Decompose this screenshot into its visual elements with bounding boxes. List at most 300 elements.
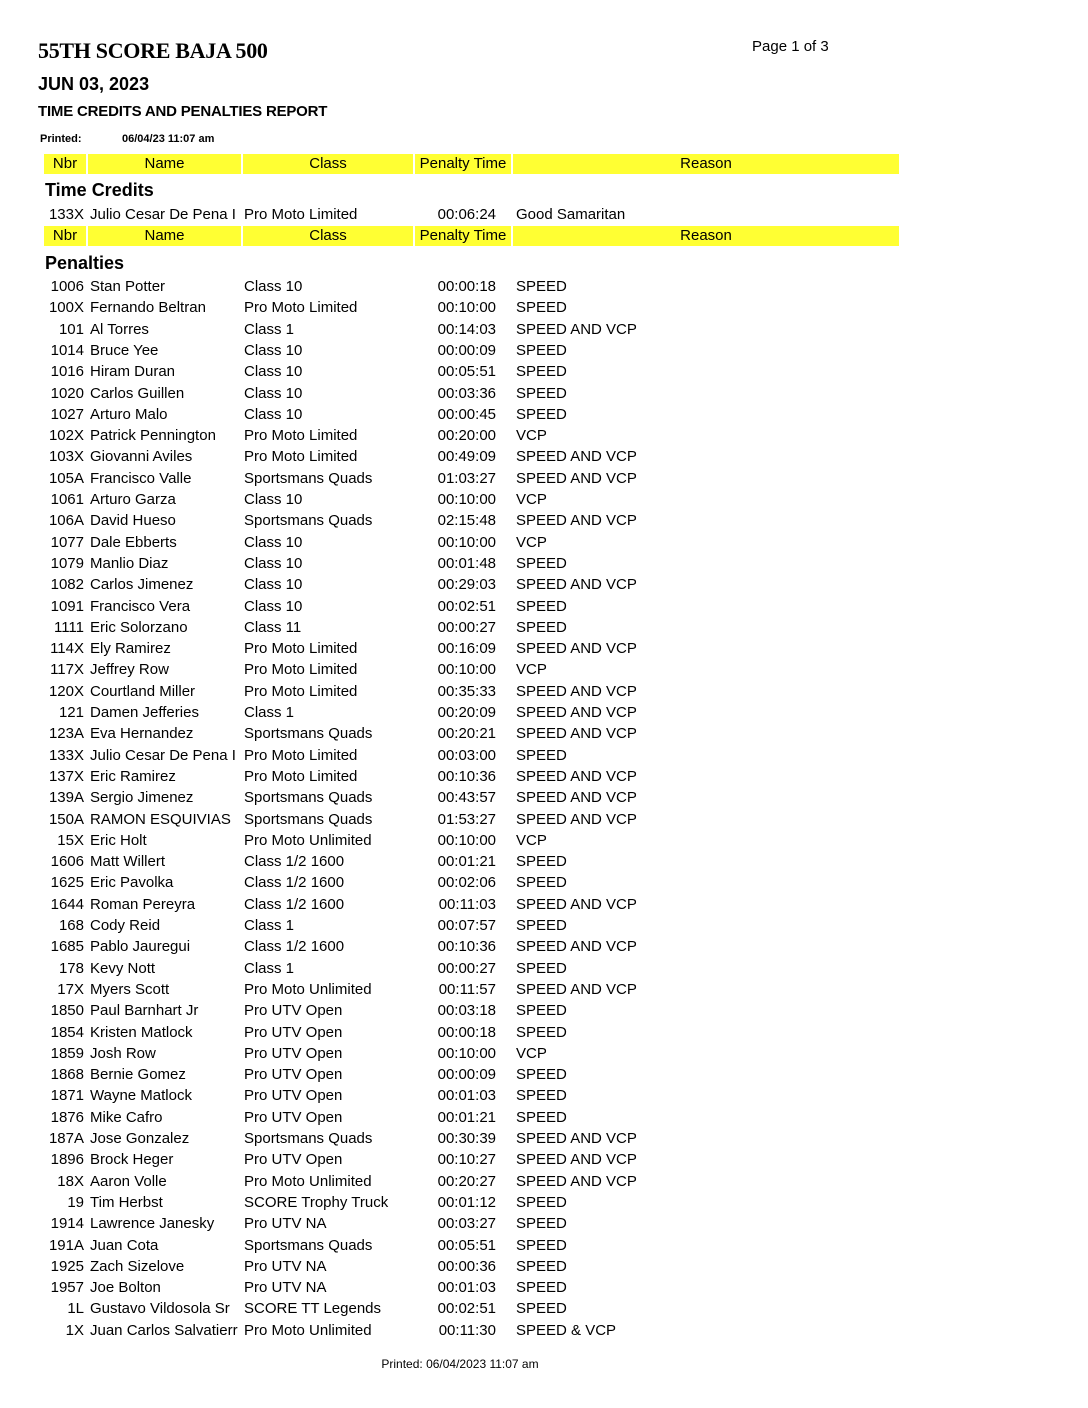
row-name: Myers Scott: [90, 981, 170, 998]
table-row: [0, 766, 1088, 787]
row-reason: SPEED: [516, 747, 567, 764]
row-class: Pro Moto Limited: [244, 683, 358, 700]
row-penalty-time: 00:10:27: [437, 1151, 496, 1168]
table-row: [0, 723, 1088, 744]
row-nbr: 1016: [50, 363, 84, 380]
row-nbr: 102X: [48, 427, 84, 444]
row-reason: SPEED: [516, 1279, 567, 1296]
column-penalty-time: Penalty Time: [415, 154, 511, 174]
column-name: Name: [88, 154, 241, 174]
row-penalty-time: 00:01:03: [437, 1279, 496, 1296]
row-penalty-time: 00:11:57: [438, 981, 496, 998]
row-nbr: 17X: [57, 981, 84, 998]
table-row: [0, 574, 1088, 595]
row-reason: SPEED AND VCP: [516, 768, 637, 785]
row-class: Pro Moto Limited: [244, 747, 358, 764]
row-class: Pro UTV Open: [244, 1002, 343, 1019]
column-class: Class: [243, 226, 413, 246]
row-name: Dale Ebberts: [90, 534, 177, 551]
row-name: Zach Sizelove: [90, 1258, 185, 1275]
table-row: [0, 1043, 1088, 1064]
row-nbr: 120X: [48, 683, 84, 700]
row-name: Francisco Vera: [90, 598, 191, 615]
table-row: [0, 489, 1088, 510]
row-name: Hiram Duran: [90, 363, 176, 380]
row-class: Class 1/2 1600: [244, 896, 345, 913]
row-nbr: 178: [58, 960, 84, 977]
table-row: [0, 1085, 1088, 1106]
row-penalty-time: 00:03:36: [437, 385, 496, 402]
row-nbr: 150A: [48, 811, 84, 828]
row-name: Carlos Jimenez: [90, 576, 194, 593]
row-name: David Hueso: [90, 512, 176, 529]
row-reason: SPEED: [516, 342, 567, 359]
row-reason: VCP: [516, 427, 547, 444]
page-footer: [0, 1357, 1088, 1371]
row-class: Pro Moto Unlimited: [244, 1173, 372, 1190]
row-name: Ely Ramirez: [90, 640, 171, 657]
row-name: Cody Reid: [90, 917, 161, 934]
table-row: [0, 872, 1088, 893]
row-class: Class 1: [244, 321, 295, 338]
column-reason: Reason: [513, 154, 899, 174]
row-class: SCORE TT Legends: [244, 1300, 382, 1317]
row-class: Pro UTV Open: [244, 1109, 343, 1126]
row-class: Pro UTV NA: [244, 1215, 327, 1232]
row-name: Eric Pavolka: [90, 874, 174, 891]
row-name: Stan Potter: [90, 278, 166, 295]
table-row: [0, 446, 1088, 467]
row-class: Pro UTV Open: [244, 1087, 343, 1104]
row-reason: SPEED: [516, 853, 567, 870]
row-reason: SPEED: [516, 385, 567, 402]
row-class: Class 1/2 1600: [244, 853, 345, 870]
row-penalty-time: 00:01:48: [437, 555, 496, 572]
row-reason: SPEED AND VCP: [516, 640, 637, 657]
row-reason: SPEED AND VCP: [516, 470, 637, 487]
row-reason: SPEED AND VCP: [516, 1130, 637, 1147]
row-penalty-time: 00:00:18: [437, 278, 496, 295]
row-reason: SPEED AND VCP: [516, 576, 637, 593]
report-title: 55TH SCORE BAJA 500: [38, 38, 268, 63]
row-name: Julio Cesar De Pena I: [90, 747, 236, 764]
table-row: [0, 425, 1088, 446]
row-nbr: 1868: [50, 1066, 84, 1083]
row-nbr: 1685: [50, 938, 84, 955]
row-name: Fernando Beltran: [90, 299, 206, 316]
row-reason: VCP: [516, 661, 547, 678]
row-penalty-time: 00:20:09: [437, 704, 496, 721]
footer-printed: Printed: 06/04/2023 11:07 am: [381, 1357, 539, 1371]
row-class: Pro UTV Open: [244, 1151, 343, 1168]
row-nbr: 1020: [50, 385, 84, 402]
row-name: Bruce Yee: [90, 342, 159, 359]
row-reason: SPEED: [516, 406, 567, 423]
table-row: [0, 596, 1088, 617]
row-penalty-time: 00:00:45: [437, 406, 496, 423]
row-penalty-time: 00:11:03: [438, 896, 496, 913]
table-row: [0, 1277, 1088, 1298]
row-reason: SPEED: [516, 1258, 567, 1275]
row-class: Pro UTV Open: [244, 1045, 343, 1062]
row-class: Sportsmans Quads: [244, 811, 373, 828]
row-nbr: 15X: [57, 832, 84, 849]
row-reason: SPEED & VCP: [516, 1322, 617, 1339]
table-row: [0, 532, 1088, 553]
row-reason: SPEED: [516, 278, 567, 295]
table-row: [0, 659, 1088, 680]
row-penalty-time: 00:00:09: [437, 342, 496, 359]
table-row: [0, 1171, 1088, 1192]
row-class: Sportsmans Quads: [244, 470, 373, 487]
row-penalty-time: 02:15:48: [437, 512, 496, 529]
table-row: [0, 276, 1088, 297]
row-reason: SPEED: [516, 960, 567, 977]
row-nbr: 117X: [50, 661, 84, 678]
row-nbr: 1876: [50, 1109, 84, 1126]
table-row: [0, 702, 1088, 723]
column-penalty-time: Penalty Time: [415, 226, 511, 246]
row-class: Pro Moto Limited: [244, 768, 358, 785]
row-class: Class 1/2 1600: [244, 938, 345, 955]
table-row: [0, 297, 1088, 318]
row-nbr: 1925: [50, 1258, 84, 1275]
row-class: Class 10: [244, 363, 303, 380]
row-nbr: 1854: [50, 1024, 84, 1041]
row-nbr: 1914: [50, 1215, 84, 1232]
row-penalty-time: 00:05:51: [437, 363, 496, 380]
row-penalty-time: 00:10:36: [437, 938, 496, 955]
row-penalty-time: 00:30:39: [437, 1130, 496, 1147]
table-row: [0, 340, 1088, 361]
row-nbr: 1027: [50, 406, 84, 423]
row-name: Patrick Pennington: [90, 427, 216, 444]
row-penalty-time: 00:01:12: [437, 1194, 496, 1211]
report-date: JUN 03, 2023: [38, 74, 150, 94]
table-row: [0, 1320, 1088, 1341]
row-class: Pro UTV NA: [244, 1279, 327, 1296]
printed-value: 06/04/23 11:07 am: [122, 133, 215, 145]
table-row: [0, 361, 1088, 382]
row-penalty-time: 00:35:33: [437, 683, 496, 700]
row-penalty-time: 00:10:00: [437, 299, 496, 316]
row-penalty-time: 01:03:27: [437, 470, 496, 487]
row-class: Class 10: [244, 598, 303, 615]
row-name: Tim Herbst: [90, 1194, 163, 1211]
row-reason: SPEED AND VCP: [516, 704, 637, 721]
row-nbr: 1061: [50, 491, 84, 508]
row-class: Pro Moto Limited: [244, 661, 358, 678]
row-class: Class 10: [244, 491, 303, 508]
row-class: Sportsmans Quads: [244, 1130, 373, 1147]
row-reason: VCP: [516, 1045, 547, 1062]
row-class: Class 10: [244, 278, 303, 295]
row-nbr: 1077: [50, 534, 84, 551]
column-nbr: Nbr: [44, 226, 86, 246]
row-nbr: 133X: [48, 747, 84, 764]
row-name: Eric Holt: [90, 832, 147, 849]
row-name: Pablo Jauregui: [90, 938, 191, 955]
row-nbr: 1014: [50, 342, 84, 359]
row-reason: SPEED AND VCP: [516, 512, 637, 529]
row-nbr: 1X: [65, 1322, 84, 1339]
row-class: Class 10: [244, 406, 303, 423]
row-nbr: 1L: [67, 1300, 84, 1317]
table-row: [0, 1022, 1088, 1043]
row-name: Manlio Diaz: [90, 555, 169, 572]
row-name: Arturo Malo: [90, 406, 168, 423]
row-class: Pro UTV Open: [244, 1066, 343, 1083]
row-name: Roman Pereyra: [90, 896, 196, 913]
row-penalty-time: 00:10:00: [437, 832, 496, 849]
row-nbr: 1957: [50, 1279, 84, 1296]
row-penalty-time: 00:03:18: [437, 1002, 496, 1019]
row-reason: SPEED: [516, 1109, 567, 1126]
row-class: Class 10: [244, 534, 303, 551]
report-subtitle: TIME CREDITS AND PENALTIES REPORT: [38, 103, 328, 120]
row-nbr: 168: [58, 917, 84, 934]
row-reason: SPEED: [516, 1024, 567, 1041]
row-reason: SPEED AND VCP: [516, 1151, 637, 1168]
table-row: [0, 1064, 1088, 1085]
row-reason: SPEED: [516, 1215, 567, 1232]
row-name: Lawrence Janesky: [90, 1215, 215, 1232]
row-name: Giovanni Aviles: [90, 448, 193, 465]
printed-label: Printed:: [40, 133, 82, 145]
row-name: Paul Barnhart Jr: [90, 1002, 199, 1019]
row-nbr: 101: [58, 321, 84, 338]
row-penalty-time: 00:43:57: [437, 789, 496, 806]
row-reason: SPEED AND VCP: [516, 811, 637, 828]
row-nbr: 1850: [50, 1002, 84, 1019]
row-class: Pro Moto Limited: [244, 640, 358, 657]
row-reason: Good Samaritan: [516, 206, 626, 223]
row-class: Pro Moto Limited: [244, 299, 358, 316]
row-name: Julio Cesar De Pena I: [90, 206, 236, 223]
table-row: [0, 958, 1088, 979]
row-nbr: 18X: [57, 1173, 84, 1190]
row-nbr: 133X: [48, 206, 84, 223]
row-nbr: 1625: [50, 874, 84, 891]
row-name: Eva Hernandez: [90, 725, 194, 742]
table-row: [0, 1107, 1088, 1128]
row-penalty-time: 00:02:51: [437, 1300, 496, 1317]
table-row: [0, 809, 1088, 830]
row-nbr: 123A: [48, 725, 84, 742]
column-reason: Reason: [513, 226, 899, 246]
table-row: [0, 1256, 1088, 1277]
row-reason: SPEED: [516, 299, 567, 316]
row-class: Pro Moto Unlimited: [244, 1322, 372, 1339]
row-nbr: 114X: [50, 640, 84, 657]
row-nbr: 1606: [50, 853, 84, 870]
row-nbr: 1644: [50, 896, 84, 913]
table-row: [0, 851, 1088, 872]
row-penalty-time: 00:29:03: [437, 576, 496, 593]
row-name: Jose Gonzalez: [90, 1130, 190, 1147]
row-reason: SPEED: [516, 1237, 567, 1254]
section-title-penalties: Penalties: [45, 253, 125, 273]
page-number: Page 1 of 3: [752, 38, 829, 55]
row-reason: VCP: [516, 534, 547, 551]
row-name: Carlos Guillen: [90, 385, 185, 402]
row-nbr: 1871: [50, 1087, 84, 1104]
row-class: Class 10: [244, 576, 303, 593]
row-nbr: 105A: [48, 470, 84, 487]
row-penalty-time: 00:00:27: [437, 960, 496, 977]
row-name: Eric Ramirez: [90, 768, 176, 785]
row-penalty-time: 00:02:51: [437, 598, 496, 615]
row-name: Kevy Nott: [90, 960, 156, 977]
table-row: [0, 1149, 1088, 1170]
table-row: [0, 638, 1088, 659]
table-row: [0, 1192, 1088, 1213]
table-row: [0, 383, 1088, 404]
row-nbr: 187A: [48, 1130, 84, 1147]
row-name: Joe Bolton: [90, 1279, 161, 1296]
row-name: Juan Cota: [90, 1237, 159, 1254]
row-reason: SPEED: [516, 619, 567, 636]
row-class: Pro UTV NA: [244, 1258, 327, 1275]
row-penalty-time: 00:02:06: [437, 874, 496, 891]
row-class: Sportsmans Quads: [244, 789, 373, 806]
row-penalty-time: 00:20:27: [437, 1173, 496, 1190]
row-nbr: 1091: [50, 598, 84, 615]
row-reason: SPEED: [516, 1194, 567, 1211]
row-name: Bernie Gomez: [90, 1066, 186, 1083]
row-reason: SPEED AND VCP: [516, 725, 637, 742]
row-reason: SPEED AND VCP: [516, 448, 637, 465]
row-name: Aaron Volle: [90, 1173, 167, 1190]
row-penalty-time: 00:01:21: [437, 1109, 496, 1126]
table-row: [0, 1213, 1088, 1234]
row-penalty-time: 00:05:51: [437, 1237, 496, 1254]
row-class: Sportsmans Quads: [244, 512, 373, 529]
row-reason: SPEED: [516, 1066, 567, 1083]
row-reason: SPEED AND VCP: [516, 938, 637, 955]
row-nbr: 137X: [48, 768, 84, 785]
table-row: [0, 1128, 1088, 1149]
row-nbr: 1006: [50, 278, 84, 295]
row-class: SCORE Trophy Truck: [244, 1194, 389, 1211]
table-row: [0, 1000, 1088, 1021]
row-name: Sergio Jimenez: [90, 789, 194, 806]
row-nbr: 106A: [48, 512, 84, 529]
table-row: [0, 510, 1088, 531]
table-row: [0, 617, 1088, 638]
row-penalty-time: 00:00:09: [437, 1066, 496, 1083]
row-class: Pro UTV Open: [244, 1024, 343, 1041]
table-row: [0, 681, 1088, 702]
row-penalty-time: 00:20:00: [437, 427, 496, 444]
row-penalty-time: 00:03:00: [437, 747, 496, 764]
row-name: Eric Solorzano: [90, 619, 188, 636]
row-penalty-time: 00:10:00: [437, 491, 496, 508]
table-row: [0, 319, 1088, 340]
row-class: Class 10: [244, 342, 303, 359]
row-reason: SPEED: [516, 1300, 567, 1317]
row-reason: SPEED AND VCP: [516, 789, 637, 806]
row-penalty-time: 00:10:36: [437, 768, 496, 785]
table-row: [0, 915, 1088, 936]
table-row: [0, 936, 1088, 957]
row-nbr: 1896: [50, 1151, 84, 1168]
row-reason: VCP: [516, 832, 547, 849]
table-row: [0, 553, 1088, 574]
table-row: [0, 468, 1088, 489]
row-class: Class 11: [244, 619, 302, 636]
row-name: Brock Heger: [90, 1151, 174, 1168]
row-name: Francisco Valle: [90, 470, 192, 487]
row-class: Class 10: [244, 555, 303, 572]
row-reason: VCP: [516, 491, 547, 508]
row-penalty-time: 00:00:18: [437, 1024, 496, 1041]
table-row: [0, 830, 1088, 851]
table-row: [0, 404, 1088, 425]
row-class: Sportsmans Quads: [244, 1237, 373, 1254]
row-reason: SPEED: [516, 874, 567, 891]
row-name: Wayne Matlock: [90, 1087, 192, 1104]
table-row: [0, 1298, 1088, 1319]
row-penalty-time: 00:11:30: [438, 1322, 496, 1339]
column-header-penalties: [0, 226, 1088, 246]
row-penalty-time: 01:53:27: [437, 811, 496, 828]
row-nbr: 19: [67, 1194, 84, 1211]
row-nbr: 191A: [48, 1237, 84, 1254]
table-row: [0, 745, 1088, 766]
row-name: Mike Cafro: [90, 1109, 163, 1126]
row-name: Matt Willert: [90, 853, 165, 870]
row-penalty-time: 00:07:57: [437, 917, 496, 934]
row-penalty-time: 00:03:27: [437, 1215, 496, 1232]
row-name: Kristen Matlock: [90, 1024, 193, 1041]
column-header-credits: [0, 154, 1088, 174]
row-class: Pro Moto Limited: [244, 427, 358, 444]
row-nbr: 1082: [50, 576, 84, 593]
row-penalty-time: 00:00:36: [437, 1258, 496, 1275]
row-class: Pro Moto Limited: [244, 206, 358, 223]
section-title-time-credits: Time Credits: [45, 180, 154, 200]
row-reason: SPEED: [516, 917, 567, 934]
row-class: Pro Moto Unlimited: [244, 832, 372, 849]
row-penalty-time: 00:49:09: [437, 448, 496, 465]
row-nbr: 139A: [48, 789, 84, 806]
row-class: Pro Moto Unlimited: [244, 981, 372, 998]
row-reason: SPEED AND VCP: [516, 321, 637, 338]
row-penalty-time: 00:06:24: [437, 206, 496, 223]
row-class: Sportsmans Quads: [244, 725, 373, 742]
row-reason: SPEED: [516, 555, 567, 572]
table-row: [0, 1235, 1088, 1256]
row-penalty-time: 00:16:09: [437, 640, 496, 657]
row-nbr: 1079: [50, 555, 84, 572]
column-class: Class: [243, 154, 413, 174]
row-name: Juan Carlos Salvatierr: [90, 1322, 238, 1339]
row-reason: SPEED AND VCP: [516, 1173, 637, 1190]
row-reason: SPEED AND VCP: [516, 683, 637, 700]
row-name: Gustavo Vildosola Sr: [90, 1300, 230, 1317]
row-nbr: 103X: [48, 448, 84, 465]
row-penalty-time: 00:10:00: [437, 661, 496, 678]
row-penalty-time: 00:10:00: [437, 534, 496, 551]
row-nbr: 1111: [53, 619, 84, 636]
row-reason: SPEED: [516, 598, 567, 615]
row-nbr: 100X: [48, 299, 84, 316]
row-reason: SPEED: [516, 1087, 567, 1104]
row-name: Damen Jefferies: [90, 704, 199, 721]
row-reason: SPEED AND VCP: [516, 896, 637, 913]
row-penalty-time: 00:01:03: [437, 1087, 496, 1104]
